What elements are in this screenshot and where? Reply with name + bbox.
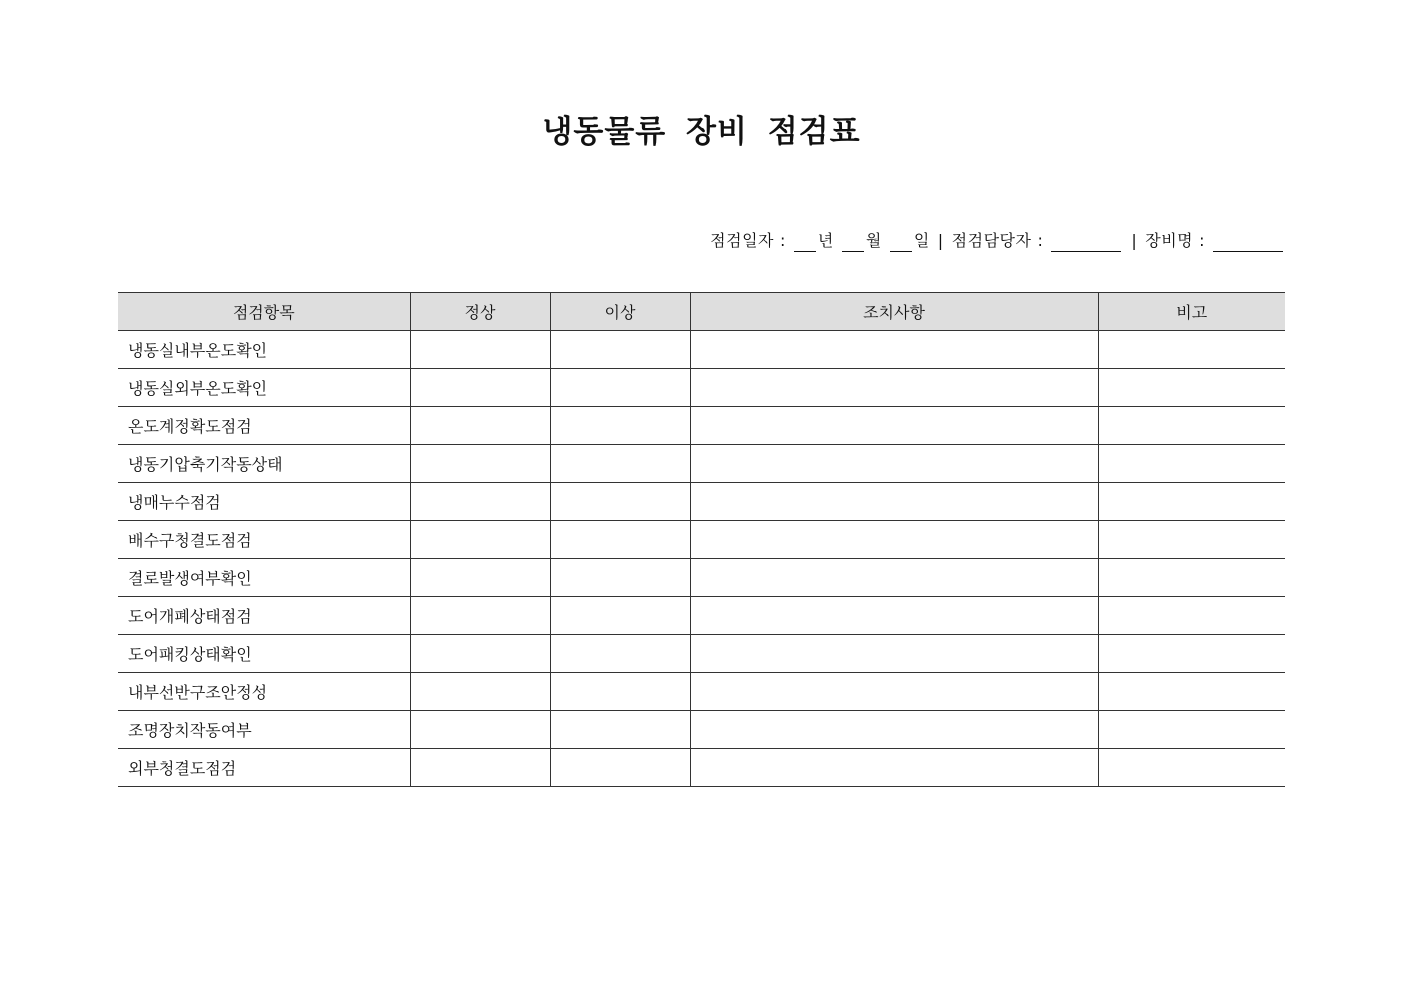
abnormal-cell[interactable] [550,749,690,787]
abnormal-cell[interactable] [550,445,690,483]
inspection-item-label: 냉동실외부온도확인 [118,369,410,407]
inspection-item-label: 결로발생여부확인 [118,559,410,597]
action-cell[interactable] [690,635,1098,673]
abnormal-cell[interactable] [550,483,690,521]
normal-cell[interactable] [410,711,550,749]
equipment-blank[interactable] [1213,233,1283,252]
remarks-cell[interactable] [1098,483,1285,521]
table-row [118,369,1285,407]
abnormal-cell[interactable] [550,407,690,445]
action-cell[interactable] [690,369,1098,407]
table-header-row [118,293,1285,331]
separator-1: | [937,231,944,250]
header-action: 조치사항 [690,293,1098,331]
table-row [118,635,1285,673]
table-row [118,445,1285,483]
header-abnormal: 이상 [550,293,690,331]
normal-cell[interactable] [410,559,550,597]
remarks-cell[interactable] [1098,559,1285,597]
inspector-label: 점검담당자 [951,231,1032,250]
year-label: 년 [817,231,834,250]
action-cell[interactable] [690,521,1098,559]
remarks-cell[interactable] [1098,445,1285,483]
action-cell[interactable] [690,331,1098,369]
abnormal-cell[interactable] [550,635,690,673]
year-blank[interactable] [794,233,816,252]
remarks-cell[interactable] [1098,521,1285,559]
table-row [118,711,1285,749]
inspection-item-label: 도어패킹상태확인 [118,635,410,673]
action-cell[interactable] [690,749,1098,787]
table-row [118,407,1285,445]
normal-cell[interactable] [410,597,550,635]
inspection-item-label: 조명장치작동여부 [118,711,410,749]
action-cell[interactable] [690,673,1098,711]
normal-cell[interactable] [410,445,550,483]
header-remarks: 비고 [1098,293,1285,331]
abnormal-cell[interactable] [550,559,690,597]
action-cell[interactable] [690,711,1098,749]
inspection-item-label: 외부청결도점검 [118,749,410,787]
table-row [118,597,1285,635]
action-cell[interactable] [690,559,1098,597]
table-row [118,483,1285,521]
inspection-item-label: 내부선반구조안정성 [118,673,410,711]
header-normal: 정상 [410,293,550,331]
abnormal-cell[interactable] [550,521,690,559]
date-label: 점검일자 [710,231,774,250]
abnormal-cell[interactable] [550,597,690,635]
month-blank[interactable] [842,233,864,252]
equipment-label: 장비명 [1145,231,1194,250]
abnormal-cell[interactable] [550,331,690,369]
table-row [118,673,1285,711]
date-colon: : [779,231,786,250]
inspection-item-label: 냉동기압축기작동상태 [118,445,410,483]
inspection-item-label: 온도계정확도점검 [118,407,410,445]
action-cell[interactable] [690,597,1098,635]
normal-cell[interactable] [410,483,550,521]
remarks-cell[interactable] [1098,749,1285,787]
remarks-cell[interactable] [1098,673,1285,711]
normal-cell[interactable] [410,521,550,559]
abnormal-cell[interactable] [550,369,690,407]
inspection-item-label: 도어개폐상태점검 [118,597,410,635]
table-row [118,749,1285,787]
remarks-cell[interactable] [1098,331,1285,369]
table-row [118,331,1285,369]
remarks-cell[interactable] [1098,635,1285,673]
inspection-table [118,292,1285,787]
abnormal-cell[interactable] [550,673,690,711]
table-row [118,559,1285,597]
normal-cell[interactable] [410,369,550,407]
equipment-colon: : [1199,231,1205,250]
table-row [118,521,1285,559]
day-blank[interactable] [890,233,912,252]
inspection-item-label: 냉매누수점검 [118,483,410,521]
inspector-colon: : [1037,231,1044,250]
remarks-cell[interactable] [1098,369,1285,407]
header-item: 점검항목 [118,293,410,331]
normal-cell[interactable] [410,331,550,369]
table-body [118,331,1285,787]
separator-2: | [1131,231,1138,250]
remarks-cell[interactable] [1098,711,1285,749]
normal-cell[interactable] [410,407,550,445]
inspector-blank[interactable] [1051,233,1121,252]
inspection-meta-line [710,228,1285,252]
action-cell[interactable] [690,483,1098,521]
remarks-cell[interactable] [1098,407,1285,445]
normal-cell[interactable] [410,749,550,787]
remarks-cell[interactable] [1098,597,1285,635]
action-cell[interactable] [690,445,1098,483]
month-label: 월 [865,231,882,250]
normal-cell[interactable] [410,635,550,673]
document-title: 냉동물류 장비 점검표 [542,114,861,150]
abnormal-cell[interactable] [550,711,690,749]
inspection-item-label: 배수구청결도점검 [118,521,410,559]
day-label: 일 [913,231,930,250]
action-cell[interactable] [690,407,1098,445]
inspection-item-label: 냉동실내부온도확인 [118,331,410,369]
normal-cell[interactable] [410,673,550,711]
